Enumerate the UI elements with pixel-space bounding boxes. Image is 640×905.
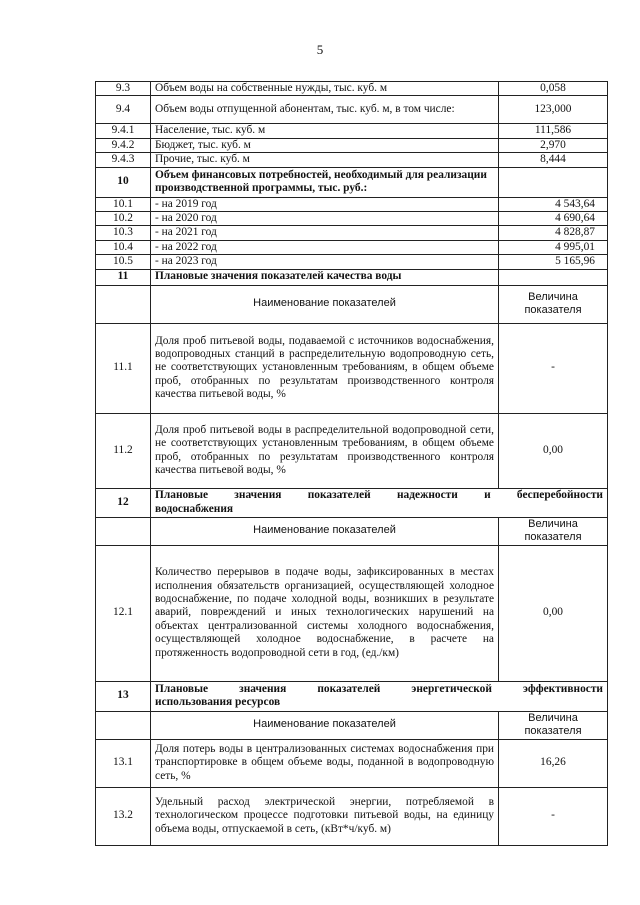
row-description: Объем воды отпущенной абонентам, тыс. куб. м, в том числе: <box>151 96 499 124</box>
header-indicator-name: Наименование показателей <box>151 711 499 739</box>
indicators-table <box>95 81 608 846</box>
section-row <box>96 681 608 711</box>
section-title-line: Плановые значения показателей энергетической эффективности <box>155 682 603 695</box>
row-number: 11.2 <box>96 413 151 488</box>
row-description: Удельный расход электрической энергии, потребляемой в технологическом процессе подготовки питьевой воды, на единицу объема воды, отпускаемой в сеть, (кВт*ч/куб. м) <box>151 787 499 845</box>
row-value: 4 543,64 <box>499 197 608 211</box>
section-row <box>96 167 608 197</box>
row-value: 4 828,87 <box>499 226 608 240</box>
section-number: 11 <box>96 269 151 285</box>
header-row <box>96 285 608 323</box>
row-number: 13.1 <box>96 739 151 787</box>
row-description: - на 2019 год <box>151 197 499 211</box>
section-number: 12 <box>96 488 151 517</box>
table-row <box>96 153 608 167</box>
row-value: 8,444 <box>499 153 608 167</box>
table-row <box>96 226 608 240</box>
table-row <box>96 96 608 124</box>
row-number: 10.5 <box>96 255 151 269</box>
header-row <box>96 517 608 545</box>
row-description: Доля проб питьевой воды в распределительной водопроводной сети, не соответствующих установленным требованиям, в общем объеме проб, отобранных по результатам производственного контроля качества питьевой воды, % <box>151 413 499 488</box>
section-row <box>96 488 608 517</box>
header-value-line: Величина <box>528 711 578 724</box>
row-description: - на 2020 год <box>151 212 499 226</box>
row-number: 11.1 <box>96 323 151 413</box>
row-description: Прочие, тыс. куб. м <box>151 153 499 167</box>
row-description: - на 2021 год <box>151 226 499 240</box>
row-number: 10.3 <box>96 226 151 240</box>
header-value-line: показателя <box>524 531 582 544</box>
page-number: 5 <box>316 42 324 57</box>
row-number: 9.4.2 <box>96 138 151 152</box>
row-value: 0,058 <box>499 82 608 96</box>
table-row <box>96 82 608 96</box>
row-number: 12.1 <box>96 545 151 681</box>
header-value-line: показателя <box>524 304 582 317</box>
section-row <box>96 269 608 285</box>
row-description: - на 2022 год <box>151 240 499 254</box>
row-number: 10.4 <box>96 240 151 254</box>
table-row <box>96 787 608 845</box>
row-description: Количество перерывов в подаче воды, зафиксированных в местах исполнения обязательств организацией, осуществляющей холодное водоснабжение, по подаче холодной воды, возникших в результате аварий, повреждений и иных технологических нарушений на объектах централизованной системы холодного водоснабжения, осуществляющей холодное водоснабжение, в расчете на протяженность водопроводной сети в год, (ед./км) <box>151 545 499 681</box>
row-value: 2,970 <box>499 138 608 152</box>
header-value-line: Величина <box>528 517 578 530</box>
row-description: Население, тыс. куб. м <box>151 124 499 138</box>
row-value: 4 690,64 <box>499 212 608 226</box>
row-number: 9.4 <box>96 96 151 124</box>
row-number: 13.2 <box>96 787 151 845</box>
table-row <box>96 739 608 787</box>
row-value: 4 995,01 <box>499 240 608 254</box>
row-number: 10.2 <box>96 212 151 226</box>
row-value: 111,586 <box>499 124 608 138</box>
header-indicator-name: Наименование показателей <box>151 517 499 545</box>
table-row <box>96 413 608 488</box>
table-row <box>96 323 608 413</box>
header-value-line: Величина <box>528 290 578 303</box>
section-number: 13 <box>96 681 151 711</box>
header-indicator-value <box>499 711 608 739</box>
row-value: - <box>499 787 608 845</box>
header-row <box>96 711 608 739</box>
row-description: Бюджет, тыс. куб. м <box>151 138 499 152</box>
row-value: 16,26 <box>499 739 608 787</box>
row-value: 0,00 <box>499 413 608 488</box>
header-value-line: показателя <box>524 725 582 738</box>
row-description: Доля проб питьевой воды, подаваемой с источников водоснабжения, водопроводных станций в распределительную водопроводную сеть, не соответствующих установленным требованиям, в общем объеме проб, отобранных по результатам производственного контроля качества питьевой воды, % <box>151 323 499 413</box>
row-value: 123,000 <box>499 96 608 124</box>
row-number: 9.4.3 <box>96 153 151 167</box>
row-description: - на 2023 год <box>151 255 499 269</box>
row-value: - <box>499 323 608 413</box>
row-value: 0,00 <box>499 545 608 681</box>
section-title <box>151 681 608 711</box>
section-title: Плановые значения показателей качества воды <box>151 269 499 285</box>
section-title <box>151 488 608 517</box>
row-number: 10.1 <box>96 197 151 211</box>
section-title-line: использования ресурсов <box>155 696 281 709</box>
table-row <box>96 197 608 211</box>
section-number: 10 <box>96 167 151 197</box>
table-row <box>96 255 608 269</box>
table-row <box>96 138 608 152</box>
row-number: 9.3 <box>96 82 151 96</box>
row-value: 5 165,96 <box>499 255 608 269</box>
row-number: 9.4.1 <box>96 124 151 138</box>
section-title-line: водоснабжения <box>155 502 234 515</box>
section-title-line: Плановые значения показателей надежности и бесперебойности <box>155 489 603 502</box>
table-row <box>96 545 608 681</box>
section-title: Объем финансовых потребностей, необходимый для реализации производственной программы, тыс. руб.: <box>151 167 499 197</box>
table-row <box>96 212 608 226</box>
header-indicator-value <box>499 517 608 545</box>
table-row <box>96 124 608 138</box>
header-indicator-value <box>499 285 608 323</box>
row-description: Доля потерь воды в централизованных системах водоснабжения при транспортировке в общем объеме воды, поданной в водопроводную сеть, % <box>151 739 499 787</box>
header-indicator-name: Наименование показателей <box>151 285 499 323</box>
row-description: Объем воды на собственные нужды, тыс. куб. м <box>151 82 499 96</box>
table-row <box>96 240 608 254</box>
